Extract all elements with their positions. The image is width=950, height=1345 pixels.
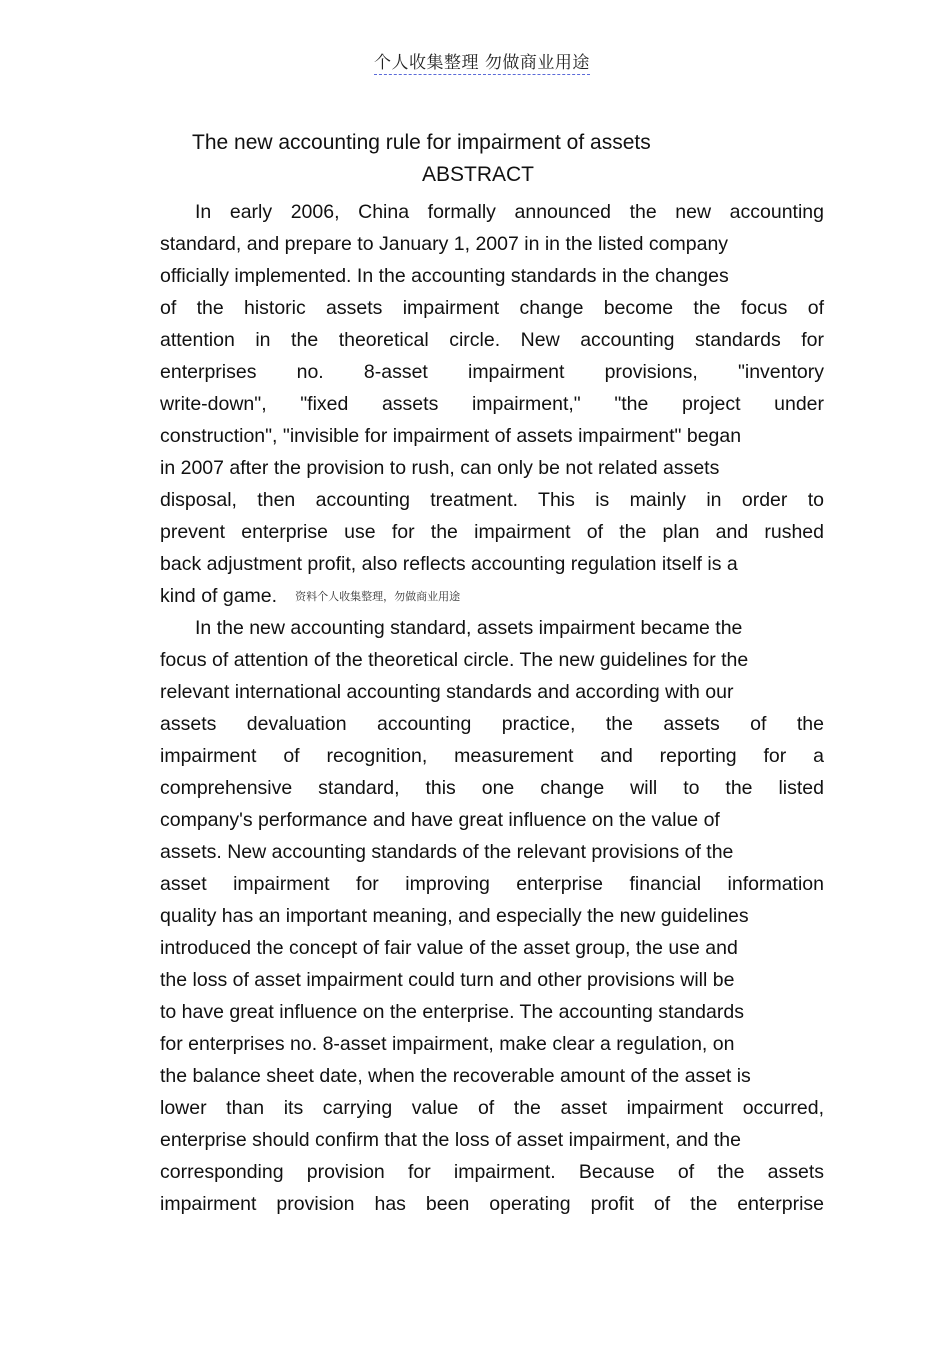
text-line: asset impairment for improving enterprise financial information <box>160 873 824 895</box>
text-line: In early 2006, China formally announced the new accounting <box>195 201 824 223</box>
text-line: company's performance and have great influence on the value of <box>160 809 720 831</box>
page-header-watermark: 个人收集整理 勿做商业用途 <box>374 48 590 75</box>
text-line: enterprise should confirm that the loss of asset impairment, and the <box>160 1129 741 1151</box>
text-line: disposal, then accounting treatment. This is mainly in order to <box>160 489 824 511</box>
text-line: the loss of asset impairment could turn and other provisions will be <box>160 969 735 991</box>
text-line: for enterprises no. 8-asset impairment, make clear a regulation, on <box>160 1033 735 1055</box>
text-line: the balance sheet date, when the recoverable amount of the asset is <box>160 1065 751 1087</box>
text-line: standard, and prepare to January 1, 2007 in in the listed company <box>160 233 729 255</box>
text-line: lower than its carrying value of the asset impairment occurred, <box>160 1097 824 1119</box>
text-line: attention in the theoretical circle. New accounting standards for <box>160 329 824 351</box>
text-line: relevant international accounting standards and according with our <box>160 681 734 703</box>
text-line: comprehensive standard, this one change will to the listed <box>160 777 824 799</box>
text-line: corresponding provision for impairment. Because of the assets <box>160 1161 824 1183</box>
document-title: The new accounting rule for impairment of assets <box>192 131 651 154</box>
text-line: back adjustment profit, also reflects accounting regulation itself is a <box>160 553 738 575</box>
text-line: introduced the concept of fair value of the asset group, the use and <box>160 937 738 959</box>
text-line: prevent enterprise use for the impairment of the plan and rushed <box>160 521 824 543</box>
text-line: focus of attention of the theoretical circle. The new guidelines for the <box>160 649 749 671</box>
text-line: impairment of recognition, measurement and reporting for a <box>160 745 824 767</box>
text-line <box>160 584 824 608</box>
text-line: impairment provision has been operating profit of the enterprise <box>160 1193 824 1215</box>
text-line: assets. New accounting standards of the relevant provisions of the <box>160 841 734 863</box>
text-line: quality has an important meaning, and especially the new guidelines <box>160 905 749 927</box>
text-line: officially implemented. In the accounting standards in the changes <box>160 265 729 287</box>
text-line: write-down", "fixed assets impairment," "the project under <box>160 393 824 415</box>
text-line: to have great influence on the enterprise. The accounting standards <box>160 1001 744 1023</box>
section-heading-abstract: ABSTRACT <box>422 163 535 186</box>
text-line: construction", "invisible for impairment of assets impairment" began <box>160 425 742 447</box>
text-line: In the new accounting standard, assets impairment became the <box>195 617 743 639</box>
text-line: of the historic assets impairment change become the focus of <box>160 297 824 319</box>
text-line: assets devaluation accounting practice, the assets of the <box>160 713 824 735</box>
text-line-end: kind of game. <box>160 585 278 607</box>
text-line: in 2007 after the provision to rush, can only be not related assets <box>160 457 720 479</box>
text-line: enterprises no. 8-asset impairment provisions, "inventory <box>160 361 824 383</box>
inline-watermark-note: 资料个人收集整理，勿做商业用途 <box>295 590 461 603</box>
